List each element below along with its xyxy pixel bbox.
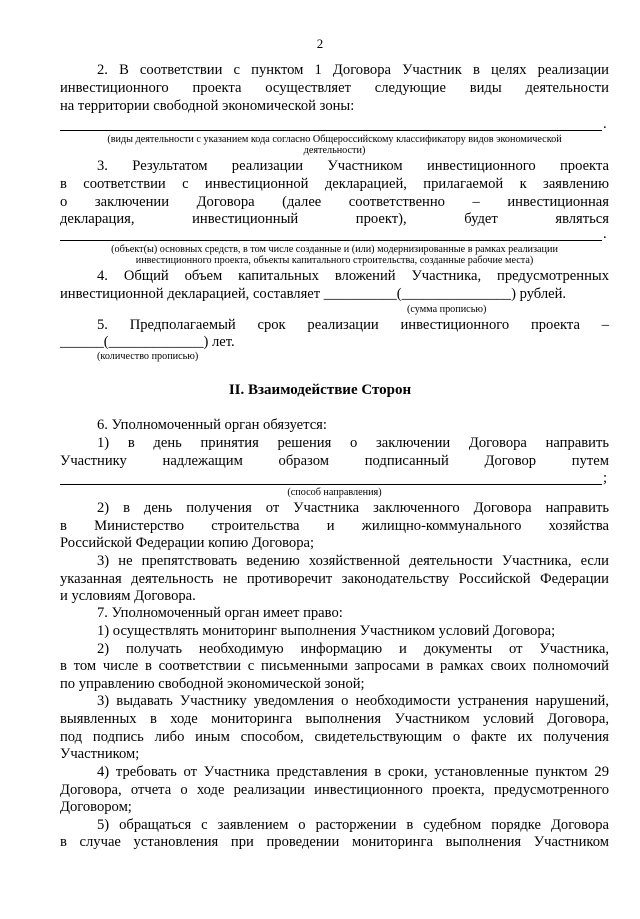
p2-line-2: инвестиционного проекта осуществляет следующие виды деятельности: [60, 80, 609, 96]
p3-caption-2: инвестиционного проекта, объекты капитального строительства, созданные рабочие места): [135, 255, 534, 266]
p6-item2-line-3: Российской Федерации копию Договора;: [60, 535, 315, 551]
p7-item2-line-2: в том числе в соответствии с письменными запросами в рамках своих полномочий: [60, 658, 609, 674]
p7-item3-line-1: 3) выдавать Участнику уведомления о необходимости устранения нарушений,: [97, 693, 609, 709]
p7-item2-line-1: 2) получать необходимую информацию и документы от Участника,: [97, 641, 609, 657]
p6-item3-line-3: и условиям Договора.: [60, 588, 196, 604]
p3-line-4: декларация, инвестиционный проект), будет являться: [60, 211, 609, 227]
p6-item1-line-2: Участнику надлежащим образом подписанный Договор путем: [60, 453, 609, 469]
p7-item4-line-3: Договором;: [60, 799, 132, 815]
p3-caption-1: (объект(ы) основных средств, в том числе созданные и (или) модернизированные в рамках реализации: [111, 244, 558, 255]
p3-line-1: 3. Результатом реализации Участником инвестиционного проекта: [97, 158, 609, 174]
p2-caption-1: (виды деятельности с указанием кода согласно Общероссийскому классификатору видов экономической: [107, 134, 562, 145]
p2-line-3: на территории свободной экономической зоны:: [60, 98, 355, 114]
p3-fill-line: [60, 240, 602, 241]
p3-end-mark: .: [603, 226, 607, 242]
p3-line-2: в соответствии с инвестиционной декларацией, прилагаемой к заявлению: [60, 176, 609, 192]
p5-caption: (количество прописью): [97, 351, 199, 362]
p6-item2-line-2: в Министерство строительства и жилищно-коммунального хозяйства: [60, 518, 609, 534]
p7-item4-line-1: 4) требовать от Участника представления в сроки, установленные пунктом 29: [97, 764, 609, 780]
p6-intro: 6. Уполномоченный орган обязуется:: [97, 417, 327, 433]
p5-line-1: 5. Предполагаемый срок реализации инвестиционного проекта –: [97, 317, 609, 333]
p3-line-3: о заключении Договора (далее соответственно – инвестиционная: [60, 194, 609, 210]
p7-item4-line-2: Договора, отчета о ходе реализации инвестиционного проекта, предусмотренного: [60, 782, 609, 798]
p7-item1: 1) осуществлять мониторинг выполнения Участником условий Договора;: [97, 623, 556, 639]
p5-line-2: ______(_____________) лет.: [60, 334, 235, 350]
p4-line-2: инвестиционной декларацией, составляет __________(_______________) рублей.: [60, 286, 567, 302]
p7-item3-line-3: под подпись либо иным способом, свидетельствующим о факте их получения: [60, 729, 609, 745]
p6-item2-line-1: 2) в день получения от Участника заключенного Договора направить: [97, 500, 609, 516]
section-heading: II. Взаимодействие Сторон: [228, 382, 412, 398]
p2-fill-line: [60, 130, 602, 131]
p7-item3-line-2: выявленных в ходе мониторинга выполнения Участником условий Договора,: [60, 711, 609, 727]
p4-line-1: 4. Общий объем капитальных вложений Участника, предусмотренных: [97, 268, 609, 284]
p6-item1-end-mark: ;: [603, 470, 608, 486]
p2-end-mark: .: [603, 116, 607, 132]
p7-item5-line-2: в случае установления при проведении мониторинга выполнения Участником: [60, 834, 609, 850]
p6-item1-caption: (способ направления): [287, 487, 382, 498]
p6-item1-line-1: 1) в день принятия решения о заключении Договора направить: [97, 435, 609, 451]
p6-item1-fill-line: [60, 484, 602, 485]
p6-item3-line-1: 3) не препятствовать ведению хозяйственной деятельности Участника, если: [97, 553, 609, 569]
p7-item3-line-4: Участником;: [60, 746, 140, 762]
p2-line-1: 2. В соответствии с пунктом 1 Договора Участник в целях реализации: [97, 62, 609, 78]
p7-item5-line-1: 5) обращаться с заявлением о расторжении в судебном порядке Договора: [97, 817, 609, 833]
p6-item3-line-2: указанная деятельность не противоречит законодательству Российской Федерации: [60, 571, 609, 587]
page-number: 2: [316, 36, 324, 51]
p2-caption-2: деятельности): [303, 145, 366, 156]
p4-caption: (сумма прописью): [407, 304, 487, 315]
p7-intro: 7. Уполномоченный орган имеет право:: [97, 605, 343, 621]
p7-item2-line-3: по управлению свободной экономической зоной;: [60, 676, 365, 692]
